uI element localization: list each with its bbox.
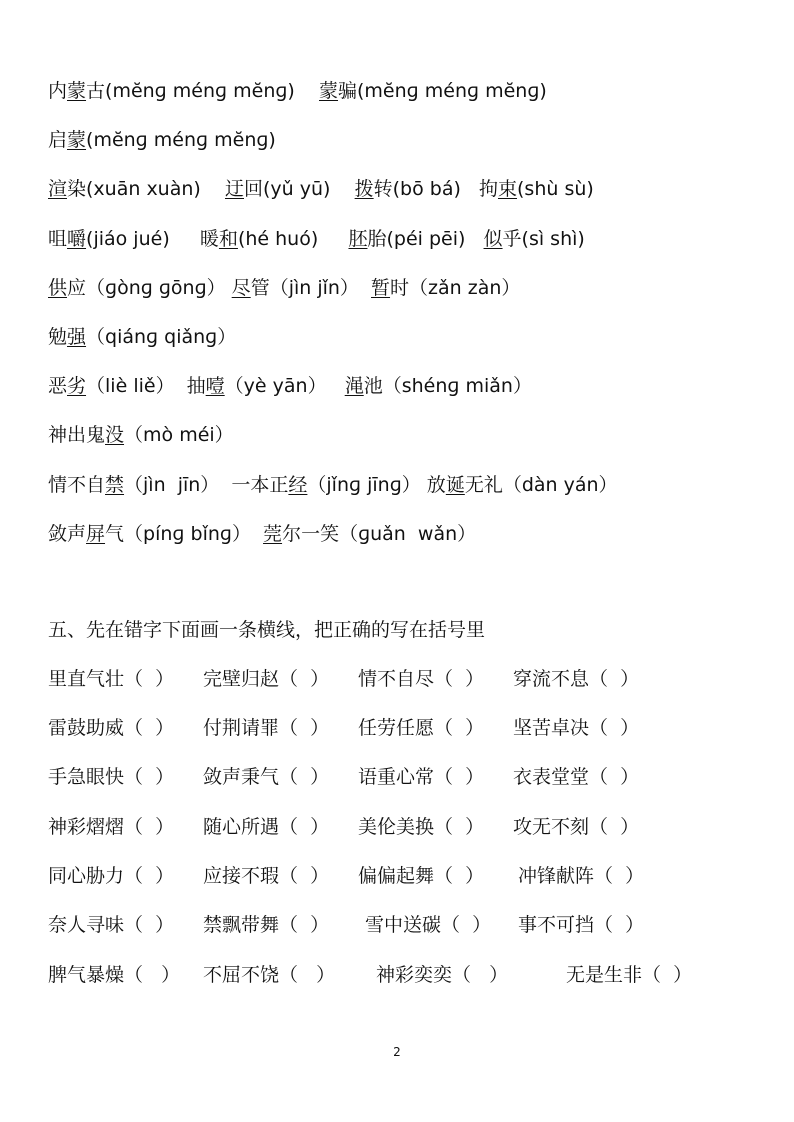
line-text: 咀	[48, 228, 68, 250]
idiom-item: 穿流不息（ ）	[513, 668, 640, 690]
underlined-char: 蒙	[67, 129, 87, 151]
idiom-row	[48, 713, 768, 743]
idiom-item: 情不自尽（ ）	[358, 668, 485, 690]
line-text: （qiánɡ qiǎnɡ）	[86, 326, 237, 348]
line-text: 骗(mĕnɡ ménɡ mĕnɡ)	[338, 80, 547, 102]
idiom-item: 冲锋献阵（ ）	[518, 865, 645, 887]
underlined-char: 束	[498, 178, 518, 200]
line-text: 池（shénɡ miǎn）	[363, 375, 532, 397]
underlined-char: 屏	[86, 523, 106, 545]
idiom-item: 敛声秉气（ ）	[203, 766, 330, 788]
line-text: 启	[48, 129, 68, 151]
page-number: 2	[393, 1045, 401, 1059]
pinyin-line	[48, 125, 276, 155]
idiom-row	[48, 910, 768, 940]
line-text: (hé huó)	[237, 228, 349, 250]
idiom-item: 衣表堂堂（ ）	[513, 766, 640, 788]
underlined-char: 嚼	[67, 228, 87, 250]
idiom-item: 偏偏起舞（ ）	[358, 865, 485, 887]
underlined-char: 拨	[354, 178, 374, 200]
idiom-item: 随心所遇（ ）	[203, 816, 330, 838]
pinyin-line	[48, 470, 618, 500]
line-text: 敛声	[48, 523, 87, 545]
line-text: (shù sù)	[517, 178, 594, 200]
pinyin-line	[48, 273, 520, 303]
pinyin-line	[48, 420, 234, 450]
line-text: 情不自	[48, 474, 106, 496]
idiom-row	[48, 812, 768, 842]
line-text: 无礼（dàn yán）	[464, 474, 618, 496]
underlined-char: 经	[288, 474, 308, 496]
line-text: 内	[48, 80, 68, 102]
line-text: （jǐnɡ jīnɡ） 放	[307, 474, 446, 496]
underlined-char: 劣	[67, 375, 87, 397]
underlined-char: 和	[218, 228, 238, 250]
line-text: 转(bō bá) 拘	[373, 178, 498, 200]
underlined-char: 似	[483, 228, 503, 250]
pinyin-line	[48, 371, 532, 401]
underlined-char: 暂	[371, 277, 391, 299]
underlined-char: 诞	[445, 474, 465, 496]
underlined-char: 渲	[48, 178, 68, 200]
underlined-char: 蒙	[319, 80, 339, 102]
underlined-char: 供	[48, 277, 68, 299]
pinyin-line	[48, 76, 547, 106]
idiom-row	[48, 762, 768, 792]
idiom-item: 同心胁力（ ）	[48, 865, 175, 887]
idiom-item: 里直气壮（ ）	[48, 668, 175, 690]
idiom-item: 神彩熠熠（ ）	[48, 816, 175, 838]
underlined-char: 蒙	[67, 80, 87, 102]
underlined-char: 尽	[231, 277, 251, 299]
underlined-char: 强	[67, 326, 87, 348]
line-text: 神出鬼	[48, 424, 106, 446]
line-text: 乎(sì shì)	[502, 228, 585, 250]
pinyin-line	[48, 174, 594, 204]
line-text: 古(mĕnɡ ménɡ mĕnɡ)	[86, 80, 319, 102]
line-text: 管（jìn jǐn）	[250, 277, 372, 299]
underlined-char: 莞	[263, 523, 283, 545]
idiom-item: 任劳任愿（ ）	[358, 717, 485, 739]
idiom-item: 脾气暴燥（ ）	[48, 964, 181, 986]
idiom-row	[48, 664, 768, 694]
line-text: （jìn jīn） 一本正	[124, 474, 289, 496]
idiom-item: 奈人寻味（ ）	[48, 914, 175, 936]
underlined-char: 迂	[224, 178, 244, 200]
idiom-item: 应接不瑕（ ）	[203, 865, 330, 887]
idiom-row	[48, 861, 768, 891]
line-text: 回(yǔ yū)	[244, 178, 355, 200]
idiom-item: 完壁归赵（ ）	[203, 668, 330, 690]
line-text: （liè liě） 抽	[86, 375, 206, 397]
line-text: (jiáo jué) 暖	[86, 228, 219, 250]
idiom-item: 攻无不刻（ ）	[513, 816, 640, 838]
line-text: 时（zǎn zàn）	[390, 277, 521, 299]
section-five-heading: 五、先在错字下面画一条横线，把正确的写在括号里	[48, 619, 486, 641]
pinyin-line	[48, 519, 476, 549]
underlined-char: 禁	[105, 474, 125, 496]
idiom-row	[48, 960, 768, 990]
line-text: 染(xuān xuàn)	[67, 178, 225, 200]
line-text: 应（ɡònɡ ɡōnɡ）	[67, 277, 232, 299]
line-text: 勉	[48, 326, 68, 348]
idiom-item: 付荆请罪（ ）	[203, 717, 330, 739]
idiom-item: 坚苦卓决（ ）	[513, 717, 640, 739]
idiom-item: 事不可挡（ ）	[518, 914, 645, 936]
idiom-item: 无是生非（ ）	[566, 964, 693, 986]
line-text: (mĕnɡ ménɡ mĕnɡ)	[86, 129, 276, 151]
idiom-item: 不屈不饶（ ）	[203, 964, 336, 986]
idiom-item: 雷鼓助威（ ）	[48, 717, 175, 739]
idiom-item: 美伦美换（ ）	[358, 816, 485, 838]
underlined-char: 噎	[205, 375, 225, 397]
underlined-char: 没	[105, 424, 125, 446]
idiom-item: 语重心常（ ）	[358, 766, 485, 788]
line-text: （yè yān）	[224, 375, 345, 397]
idiom-item: 禁飘带舞（ ）	[203, 914, 330, 936]
idiom-item: 雪中送碳（ ）	[365, 914, 492, 936]
line-text: （mò méi）	[124, 424, 234, 446]
idiom-item: 手急眼快（ ）	[48, 766, 175, 788]
underlined-char: 渑	[344, 375, 364, 397]
underlined-char: 胚	[348, 228, 368, 250]
idiom-item: 神彩奕奕（ ）	[376, 964, 509, 986]
line-text: 恶	[48, 375, 68, 397]
pinyin-line	[48, 322, 236, 352]
pinyin-line	[48, 224, 585, 254]
line-text: 气（pínɡ bǐnɡ）	[105, 523, 264, 545]
line-text: 尔一笑（ɡuǎn wǎn）	[282, 523, 477, 545]
line-text: 胎(péi pēi)	[367, 228, 484, 250]
